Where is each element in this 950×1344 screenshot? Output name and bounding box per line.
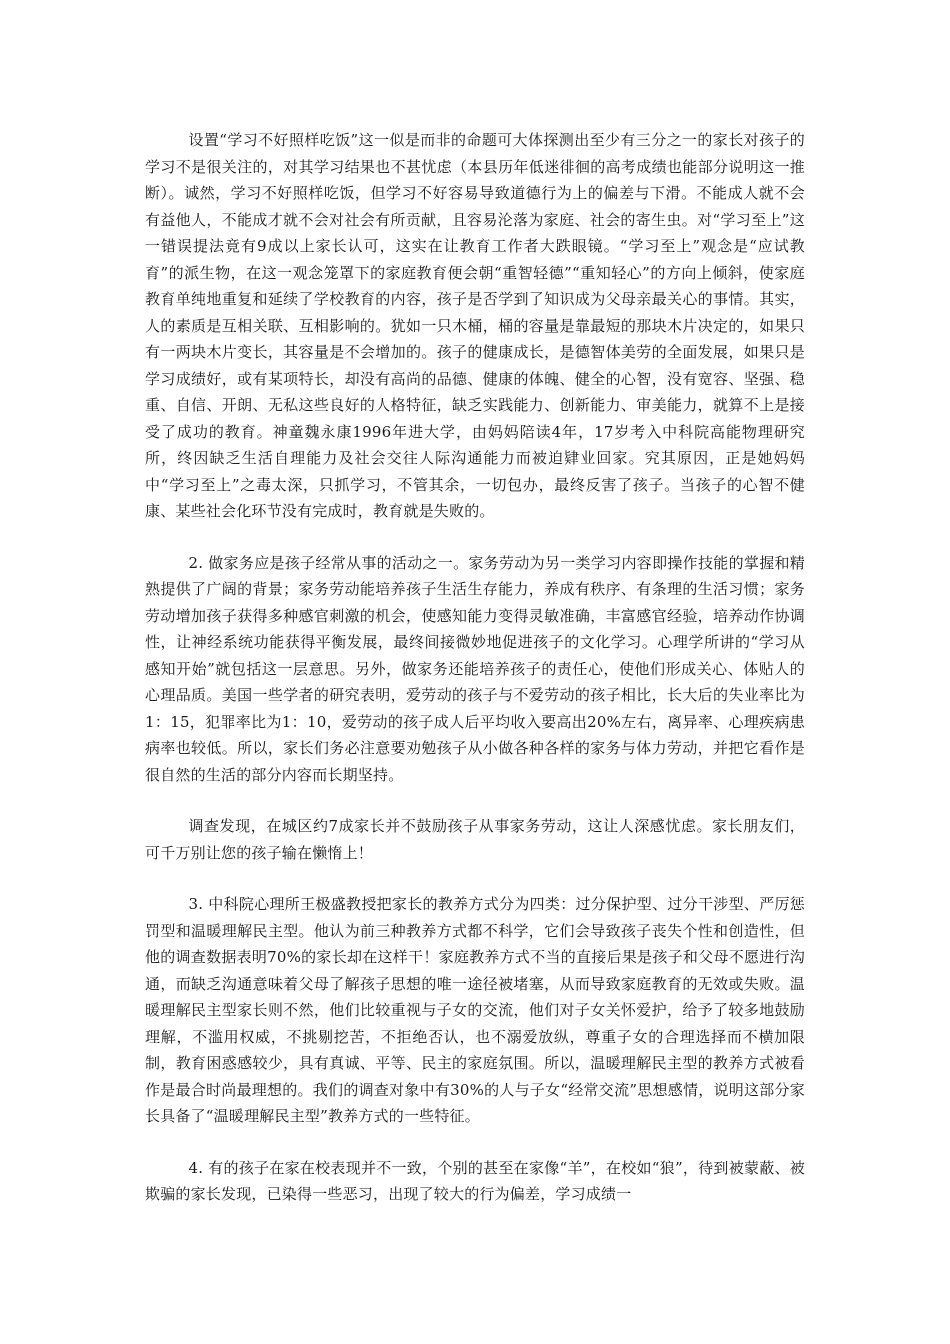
document-body (145, 127, 805, 1208)
paragraph-housework: 2. 做家务应是孩子经常从事的活动之一。家务劳动为另一类学习内容即操作技能的掌握和精熟提供了广阔的背景；家务劳动能培养孩子生活生存能力，养成有秩序、有条理的生活习惯；家务劳动增加孩子获得多种感官刺激的机会，使感知能力变得灵敏准确，丰富感官经验，培养动作协调性，让神经系统功能获得平衡发展，最终间接微妙地促进孩子的文化学习。心理学所讲的“学习从感知开始”就包括这一层意思。另外，做家务还能培养孩子的责任心，使他们形成关心、体贴人的心理品质。美国一些学者的研究表明，爱劳动的孩子与不爱劳动的孩子相比，长大后的失业率比为1：15，犯罪率比为1：10，爱劳动的孩子成人后平均收入要高出20%左右，离异率、心理疾病患病率也较低。所以，家长们务必注意要劝勉孩子从小做各种各样的家务与体力劳动，并把它看作是很自然的生活的部分内容而长期坚持。 (145, 553, 805, 784)
paragraph-learning-attitude: 设置“学习不好照样吃饭”这一似是而非的命题可大体探测出至少有三分之一的家长对孩子的学习不是很关注的，对其学习结果也不甚忧虑（本县历年低迷徘徊的高考成绩也能部分说明这一推断）。诚然，学习不好照样吃饭，但学习不好容易导致道德行为上的偏差与下滑。不能成人就不会有益他人，不能成才就不会对社会有所贡献，且容易沦落为家庭、社会的寄生虫。对“学习至上”这一错误提法竟有9成以上家长认可，这实在让教育工作者大跌眼镜。“学习至上”观念是“应试教育”的派生物，在这一观念笼罩下的家庭教育便会朝“重智轻德”“重知轻心”的方向上倾斜，使家庭教育单纯地重复和延续了学校教育的内容，孩子是否学到了知识成为父母亲最关心的事情。其实，人的素质是互相关联、互相影响的。犹如一只木桶，桶的容量是靠最短的那块木片决定的，如果只有一两块木片变长，其容量是不会增加的。孩子的健康成长，是德智体美劳的全面发展，如果只是学习成绩好，或有某项特长，却没有高尚的品德、健康的体魄、健全的心智，没有宽容、坚强、稳重、自信、开朗、无私这些良好的人格特征，缺乏实践能力、创新能力、审美能力，就算不上是接受了成功的教育。神童魏永康1996年进大学，由妈妈陪读4年，17岁考入中科院高能物理研究所，终因缺乏生活自理能力及社会交往人际沟通能力而被迫肄业回家。究其原因，正是她妈妈中“学习至上”之毒太深，只抓学习，不管其余，一切包办，最终反害了孩子。当孩子的心智不健康、某些社会化环节没有完成时，教育就是失败的。 (145, 131, 805, 520)
paragraph-behavior-inconsistency: 4. 有的孩子在家在校表现并不一致，个别的甚至在家像“羊”，在校如“狼”，待到被蒙蔽、被欺骗的家长发现，已染得一些恶习，出现了较大的行为偏差，学习成绩一 (145, 1158, 805, 1203)
paragraph-parenting-styles: 3. 中科院心理所王极盛教授把家长的教养方式分为四类：过分保护型、过分干涉型、严厉惩罚型和温暖理解民主型。他认为前三种教养方式都不科学，它们会导致孩子丧失个性和创造性，但他的调查数据表明70%的家长却在这样干！家庭教养方式不当的直接后果是孩子和父母不愿进行沟通，而缺乏沟通意味着父母了解孩子思想的唯一途径被堵塞，从而导致家庭教育的无效或失败。温暖理解民主型家长则不然，他们比较重视与子女的交流，他们对子女关怀爱护，给予了较多地鼓励理解，不滥用权威，不挑剔挖苦，不拒绝否认，也不溺爱放纵，尊重子女的合理选择而不横加限制，教育困惑感较少，具有真诚、平等、民主的家庭氛围。所以，温暖理解民主型的教养方式被看作是最合时尚最理想的。我们的调查对象中有30%的人与子女“经常交流”思想感情，说明这部分家长具备了“温暖理解民主型”教养方式的一些特征。 (145, 895, 805, 1125)
paragraph-survey-finding: 调查发现，在城区约7成家长并不鼓励孩子从事家务劳动，这让人深感忧虑。家长朋友们，可千万别让您的孩子输在懒惰上！ (145, 817, 805, 862)
